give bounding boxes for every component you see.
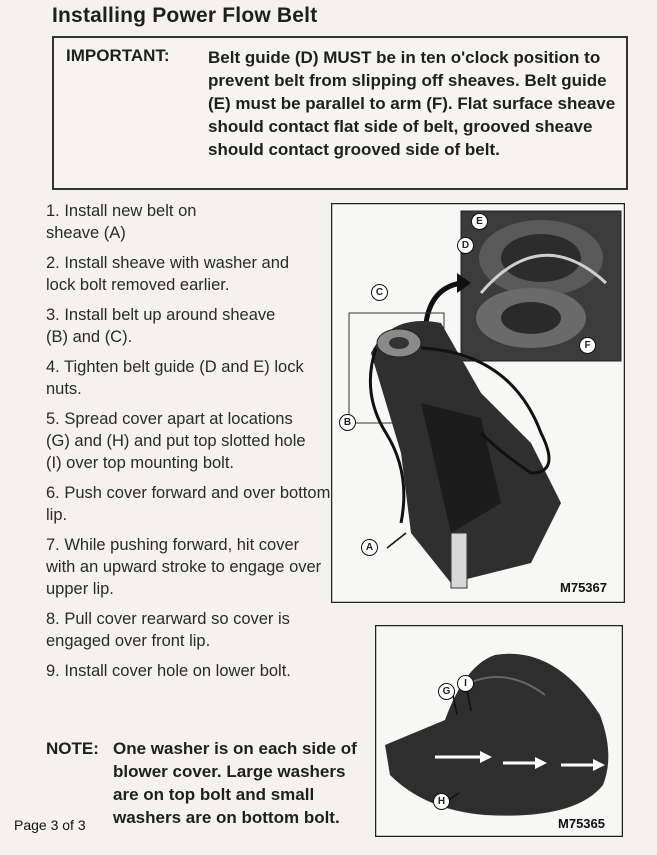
step-8: 8. Pull cover rearward so cover is engaged over front lip. (46, 610, 290, 650)
important-text: Belt guide (D) MUST be in ten o'clock position to prevent belt from slipping off sheaves. Belt guide (E) must be parallel to arm (F). Flat surface sheave should contact flat side of belt, grooved sheave should contact grooved side of belt. (208, 48, 616, 159)
callout-d: D (457, 237, 474, 254)
step-4: 4. Tighten belt guide (D and E) lock nuts. (46, 358, 304, 398)
callout-f: F (579, 337, 596, 354)
callout-c: C (371, 284, 388, 301)
step-3: 3. Install belt up around sheave (B) and (C). (46, 306, 276, 346)
blower-cover-illustration (375, 625, 623, 837)
belt-installation-figure (331, 203, 625, 603)
callout-h: H (433, 793, 450, 810)
callout-b: B (339, 414, 356, 431)
step-6: 6. Push cover forward and over bottom lip. (46, 484, 331, 524)
callout-e: E (471, 213, 488, 230)
step-7: 7. While pushing forward, hit cover with an upward stroke to engage over upper lip. (46, 536, 322, 598)
note-label: NOTE: (46, 739, 99, 758)
blower-cover-figure (375, 625, 623, 837)
step-5: 5. Spread cover apart at locations (G) and (H) and put top slotted hole (I) over top mounting bolt. (46, 410, 306, 472)
step-9: 9. Install cover hole on lower bolt. (46, 662, 291, 680)
important-label: IMPORTANT: (66, 46, 170, 65)
page-title: Installing Power Flow Belt (52, 4, 318, 27)
callout-a: A (361, 539, 378, 556)
callout-i: I (457, 675, 474, 692)
note-text: One washer is on each side of blower cover. Large washers are on top bolt and small washers are on bottom bolt. (113, 739, 357, 827)
instruction-steps (46, 200, 336, 690)
figure-code: M75365 (558, 816, 605, 831)
step-1: 1. Install new belt on sheave (A) (46, 202, 197, 242)
page-number: Page 3 of 3 (14, 817, 86, 833)
callout-g: G (438, 683, 455, 700)
step-2: 2. Install sheave with washer and lock bolt removed earlier. (46, 254, 290, 294)
important-box (52, 36, 628, 190)
figure-code: M75367 (560, 580, 607, 595)
